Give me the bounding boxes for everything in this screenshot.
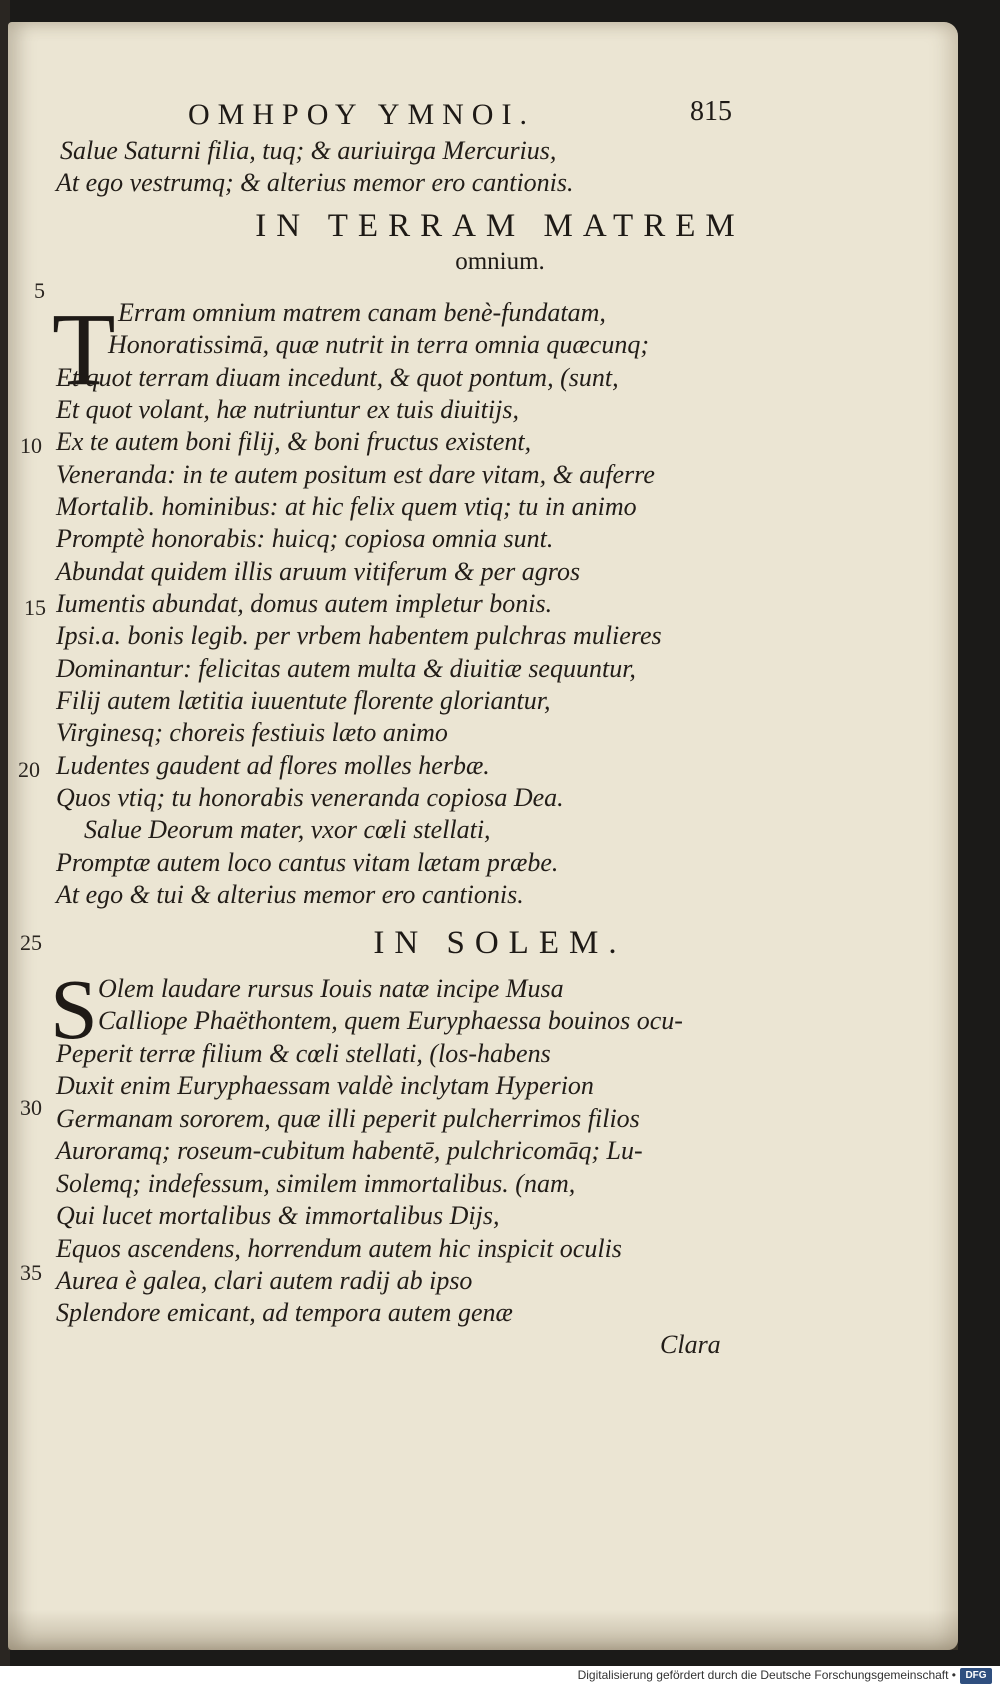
section-title-solem: IN SOLEM. — [373, 925, 627, 961]
line-number: 10 — [20, 433, 42, 458]
text-line: Iumentis abundat, domus autem impletur bonis. — [56, 589, 553, 618]
running-head: ΟΜΗΡΟΥ ΥΜΝΟΙ. — [188, 98, 535, 131]
text-line: Duxit enim Euryphaessam valdè inclytam Hyperion — [56, 1071, 594, 1100]
text-line: Abundat quidem illis aruum vitiferum & per agros — [56, 557, 581, 586]
text-line: At ego & tui & alterius memor ero cantionis. — [56, 880, 524, 909]
text-line: Et quot volant, hæ nutriuntur ex tuis diuitijs, — [56, 395, 519, 424]
dfg-logo: DFG — [960, 1668, 992, 1684]
line-number: 30 — [20, 1095, 42, 1120]
line-number: 15 — [24, 595, 46, 620]
text-line: Germanam sororem, quæ illi peperit pulcherrimos filios — [56, 1104, 640, 1133]
text-line: Mortalib. hominibus: at hic felix quem vtiq; tu in animo — [56, 492, 637, 521]
text-line: Virginesq; choreis festiuis læto animo — [56, 718, 448, 747]
text-line: Salue Deorum mater, vxor cœli stellati, — [84, 815, 491, 844]
page-number: 815 — [690, 96, 732, 127]
text-line: Quos vtiq; tu honorabis veneranda copiosa Dea. — [56, 783, 564, 812]
text-line: Qui lucet mortalibus & immortalibus Dijs, — [56, 1201, 500, 1230]
text-line: Auroramq; roseum-cubitum habentē, pulchricomāq; Lu- — [56, 1136, 643, 1165]
text-line: Promptè honorabis: huicq; copiosa omnia sunt. — [56, 524, 554, 553]
section-title-terram: IN TERRAM MATREM — [255, 208, 745, 244]
credit-text: Digitalisierung gefördert durch die Deutsche Forschungsgemeinschaft • — [577, 1668, 956, 1682]
text-line: Ludentes gaudent ad flores molles herbæ. — [56, 751, 490, 780]
line-number: 35 — [20, 1260, 42, 1285]
section-subtitle-omnium: omnium. — [455, 248, 545, 275]
drop-cap: T — [52, 292, 116, 407]
text-line: Promptæ autem loco cantus vitam lætam præbe. — [56, 848, 559, 877]
text-line: Filij autem lætitia iuuentute florente gloriantur, — [56, 686, 551, 715]
line-number: 25 — [20, 930, 42, 955]
text-line: Et quot terram diuam incedunt, & quot pontum, (sunt, — [56, 363, 619, 392]
text-line: Olem laudare rursus Iouis natæ incipe Musa — [98, 974, 564, 1003]
digitization-credit-bar — [0, 1666, 1000, 1687]
text-line: Splendore emicant, ad tempora autem genæ — [56, 1298, 513, 1327]
drop-cap: S — [50, 961, 98, 1057]
text-line: Ex te autem boni filij, & boni fructus existent, — [56, 427, 532, 456]
text-line: At ego vestrumq; & alterius memor ero cantionis. — [56, 168, 574, 197]
text-line: Erram omnium matrem canam benè-fundatam, — [118, 298, 606, 327]
text-line: Salue Saturni filia, tuq; & auriuirga Mercurius, — [60, 136, 557, 165]
catchword: Clara — [660, 1330, 721, 1359]
text-line: Dominantur: felicitas autem multa & diuitiæ sequuntur, — [56, 654, 636, 683]
page-shadow — [8, 1610, 958, 1650]
text-line: Veneranda: in te autem positum est dare vitam, & auferre — [56, 460, 655, 489]
text-line: Aurea è galea, clari autem radij ab ipso — [56, 1266, 473, 1295]
line-number: 5 — [34, 278, 45, 303]
text-line: Peperit terræ filium & cœli stellati, (los-habens — [56, 1039, 551, 1068]
text-line: Solemq; indefessum, similem immortalibus. (nam, — [56, 1169, 576, 1198]
line-number: 20 — [18, 757, 40, 782]
text-line: Equos ascendens, horrendum autem hic inspicit oculis — [56, 1234, 622, 1263]
text-line: Ipsi.a. bonis legib. per vrbem habentem pulchras mulieres — [56, 621, 662, 650]
text-line: Honoratissimā, quæ nutrit in terra omnia quæcunq; — [108, 330, 649, 359]
text-line: Calliope Phaëthontem, quem Euryphaessa bouinos ocu- — [98, 1006, 683, 1035]
